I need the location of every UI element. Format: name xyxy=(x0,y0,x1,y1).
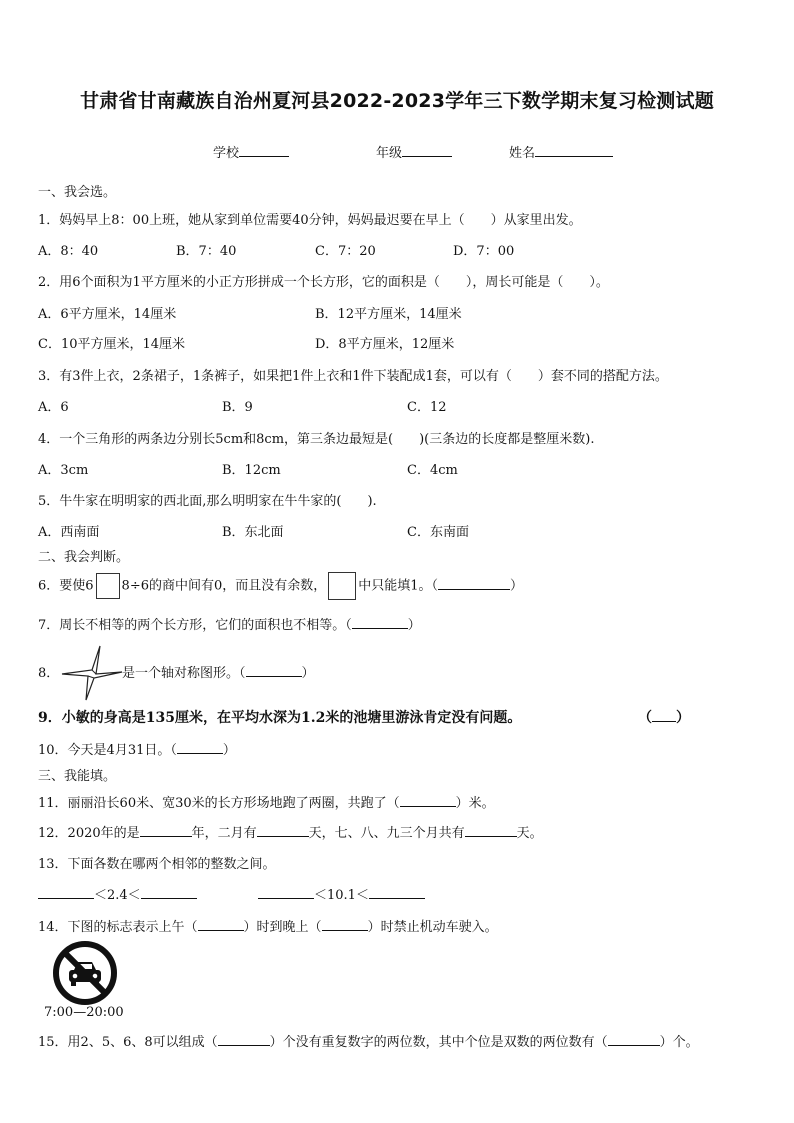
q14-part1: 14．下图的标志表示上午（ xyxy=(38,920,198,935)
q9-paren-open: （ xyxy=(638,710,652,726)
q12-blank-february-days[interactable] xyxy=(257,824,309,837)
question-8-statement xyxy=(122,662,315,681)
school-label: 学校 xyxy=(213,146,240,161)
q6-part2: 8÷6的商中间有0，而且没有余数， xyxy=(121,578,327,594)
q11-end: ）米。 xyxy=(455,796,495,811)
grade-label: 年级 xyxy=(376,146,403,161)
q9-answer xyxy=(638,707,690,727)
school-blank[interactable] xyxy=(239,144,289,157)
section-heading-1: 一、我会选。 xyxy=(38,185,117,200)
q8-end: ） xyxy=(301,666,315,681)
q3-option-b[interactable]: B．9 xyxy=(222,400,253,415)
grade-blank[interactable] xyxy=(402,144,452,157)
q7-answer-blank[interactable] xyxy=(352,616,408,629)
q12-blank-total-days[interactable] xyxy=(465,824,517,837)
q6-part3: 中只能填1。（ xyxy=(358,578,439,594)
q12-part1: 12．2020年的是 xyxy=(38,826,140,841)
q1-option-a[interactable]: A．8：40 xyxy=(38,244,99,259)
q3-option-a[interactable]: A．6 xyxy=(38,400,69,415)
question-15 xyxy=(38,1031,699,1050)
q6-answer-blank[interactable] xyxy=(438,577,510,590)
q8-text: 是一个轴对称图形。（ xyxy=(122,666,246,681)
q2-option-d[interactable]: D．8平方厘米，12厘米 xyxy=(315,337,455,352)
question-14 xyxy=(38,916,498,935)
sign-time-label: 7:00—20:00 xyxy=(44,1005,124,1020)
q5-option-c[interactable]: C．东南面 xyxy=(407,525,469,540)
q7-text: 7．周长不相等的两个长方形，它们的面积也不相等。（ xyxy=(38,618,352,633)
q13-expr1-text: ＜2.4＜ xyxy=(94,888,141,903)
name-label: 姓名 xyxy=(509,146,536,161)
q13-blank-1a[interactable] xyxy=(38,886,94,899)
question-9: 9．小敏的身高是135厘米，在平均水深为1.2米的池塘里游泳肯定没有问题。 xyxy=(38,710,522,726)
question-8 xyxy=(38,662,59,681)
q13-blank-2a[interactable] xyxy=(258,886,314,899)
question-5: 5．牛牛家在明明家的西北面,那么明明家在牛牛家的( ). xyxy=(38,494,377,509)
name-field xyxy=(509,142,613,161)
q14-part2: ）时到晚上（ xyxy=(243,920,322,935)
q8-num: 8． xyxy=(38,666,60,681)
q15-blank-count[interactable] xyxy=(218,1033,270,1046)
q1-option-c[interactable]: C．7：20 xyxy=(315,244,376,259)
question-12 xyxy=(38,822,543,841)
q5-option-b[interactable]: B．东北面 xyxy=(222,525,284,540)
q14-blank-start[interactable] xyxy=(198,918,244,931)
q15-part1: 15．用2、5、6、8可以组成（ xyxy=(38,1035,218,1050)
q2-option-a[interactable]: A．6平方厘米，14厘米 xyxy=(38,307,177,322)
q6-digit-box-2[interactable] xyxy=(328,572,356,600)
q12-part4: 天。 xyxy=(516,826,543,841)
q4-option-c[interactable]: C．4cm xyxy=(407,463,458,478)
q2-option-b[interactable]: B．12平方厘米，14厘米 xyxy=(315,307,462,322)
section-heading-2: 二、我会判断。 xyxy=(38,550,130,565)
section-heading-3: 三、我能填。 xyxy=(38,769,117,784)
q10-end: ） xyxy=(222,743,236,758)
page-title: 甘肃省甘南藏族自治州夏河县2022-2023学年三下数学期末复习检测试题 xyxy=(80,90,714,112)
no-motor-vehicle-sign-icon xyxy=(52,940,118,1006)
q9-paren-close: ） xyxy=(676,710,690,726)
q1-option-b[interactable]: B．7：40 xyxy=(176,244,237,259)
q13-expression-1 xyxy=(38,884,197,903)
q6-part4: ） xyxy=(510,578,524,594)
q12-part2: 年，二月有 xyxy=(191,826,257,841)
q9-answer-blank[interactable] xyxy=(652,709,676,722)
grade-field xyxy=(376,142,452,161)
question-6 xyxy=(38,572,523,600)
q13-expression-2 xyxy=(258,884,425,903)
q15-part3: ）个。 xyxy=(659,1035,699,1050)
question-4: 4．一个三角形的两条边分别长5cm和8cm，第三条边最短是( )(三条边的长度都是整厘米数). xyxy=(38,432,595,447)
q1-option-d[interactable]: D．7：00 xyxy=(453,244,515,259)
q7-end: ） xyxy=(407,618,421,633)
question-10 xyxy=(38,739,236,758)
q13-blank-2b[interactable] xyxy=(369,886,425,899)
q10-answer-blank[interactable] xyxy=(177,741,223,754)
name-blank[interactable] xyxy=(535,144,613,157)
q11-text: 11．丽丽沿长60米、宽30米的长方形场地跑了两圈，共跑了（ xyxy=(38,796,400,811)
q11-answer-blank[interactable] xyxy=(400,794,456,807)
q10-text: 10．今天是4月31日。（ xyxy=(38,743,177,758)
q12-blank-year-type[interactable] xyxy=(140,824,192,837)
q12-part3: 天，七、八、九三个月共有 xyxy=(308,826,465,841)
q13-expr2-text: ＜10.1＜ xyxy=(314,888,369,903)
q6-part1: 6．要使6 xyxy=(38,578,94,594)
question-2: 2．用6个面积为1平方厘米的小正方形拼成一个长方形，它的面积是（ ），周长可能是（ ）。 xyxy=(38,275,609,290)
question-11 xyxy=(38,792,495,811)
q4-option-b[interactable]: B．12cm xyxy=(222,463,281,478)
q15-part2: ）个没有重复数字的两位数，其中个位是双数的两位数有（ xyxy=(269,1035,608,1050)
q6-digit-box-1[interactable] xyxy=(96,573,120,599)
q14-blank-end[interactable] xyxy=(322,918,368,931)
q4-option-a[interactable]: A．3cm xyxy=(38,463,89,478)
question-7 xyxy=(38,614,421,633)
q13-blank-1b[interactable] xyxy=(141,886,197,899)
question-1: 1．妈妈早上8：00上班，她从家到单位需要40分钟，妈妈最迟要在早上（ ）从家里出发。 xyxy=(38,213,582,228)
q5-option-a[interactable]: A．西南面 xyxy=(38,525,100,540)
school-field xyxy=(213,142,289,161)
q3-option-c[interactable]: C．12 xyxy=(407,400,447,415)
q14-part3: ）时禁止机动车驶入。 xyxy=(367,920,498,935)
q15-blank-even-count[interactable] xyxy=(608,1033,660,1046)
question-3: 3．有3件上衣，2条裙子，1条裤子，如果把1件上衣和1件下装配成1套，可以有（ ）套不同的搭配方法。 xyxy=(38,369,668,384)
q8-answer-blank[interactable] xyxy=(246,664,302,677)
q2-option-c[interactable]: C．10平方厘米，14厘米 xyxy=(38,337,186,352)
question-13: 13．下面各数在哪两个相邻的整数之间。 xyxy=(38,857,276,872)
pinwheel-figure xyxy=(60,640,124,704)
